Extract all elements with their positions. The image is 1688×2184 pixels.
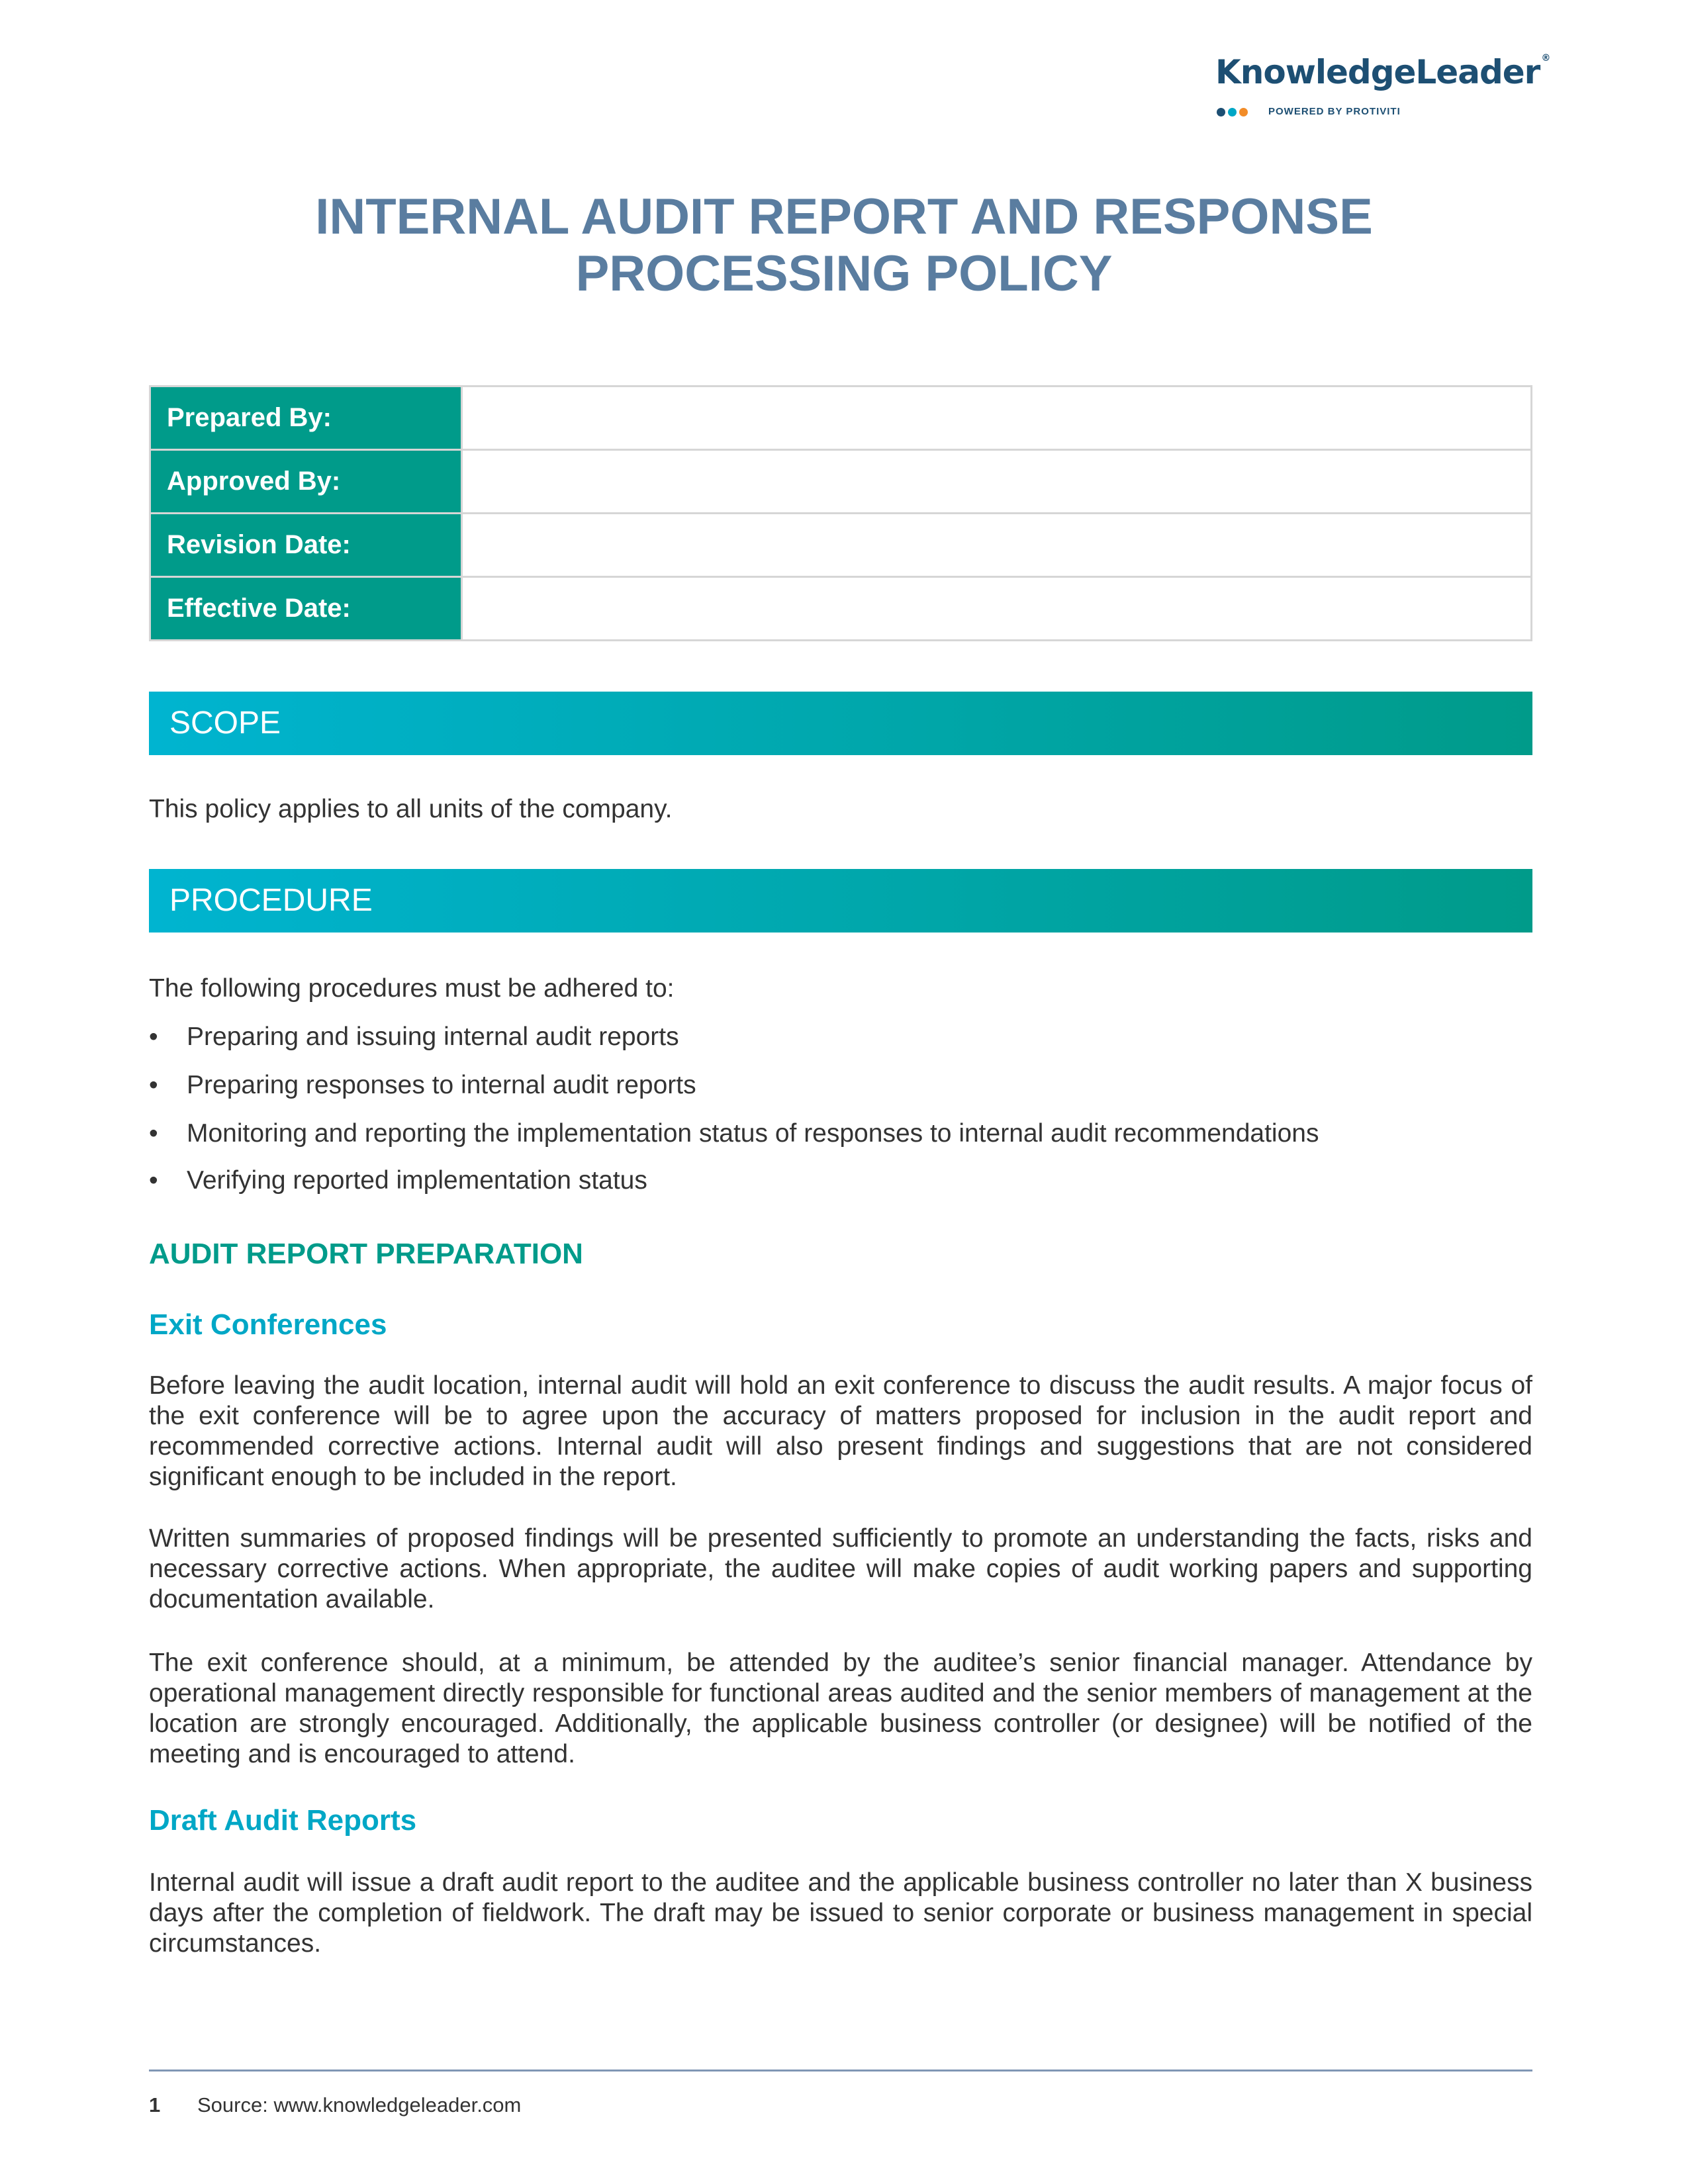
table-row [150, 514, 1532, 577]
revision-date-label: Revision Date: [150, 514, 462, 577]
scope-section-header [149, 692, 1532, 755]
scope-heading: SCOPE [169, 705, 281, 741]
exit-conferences-paragraph-1: Before leaving the audit location, internal audit will hold an exit conference to discuss the audit results. A major focus of the exit conference will be to agree upon the accuracy of matters proposed for inclusion in the audit report and recommended corrective actions. Internal audit will also present findings and suggestions that are not considered significant enough to be included in the report. [149, 1371, 1532, 1491]
bullet: • [149, 1166, 158, 1195]
revision-date-field[interactable] [462, 514, 1532, 577]
draft-audit-reports-heading: Draft Audit Reports [149, 1804, 417, 1837]
exit-conferences-paragraph-3: The exit conference should, at a minimum, be attended by the auditee’s senior financial manager. Attendance by operational management directly responsible for functional areas audited and the senior members of management at the location are strongly encouraged. Additionally, the applicable business controller (or designee) will be notified of the meeting and is encouraged to attend. [149, 1649, 1532, 1768]
footer-divider [149, 2070, 1532, 2071]
title-line-2: PROCESSING POLICY [575, 246, 1113, 302]
prepared-by-label: Prepared By: [150, 387, 462, 450]
effective-date-field[interactable] [462, 577, 1532, 641]
procedure-heading: PROCEDURE [169, 883, 373, 918]
draft-audit-reports-paragraph: Internal audit will issue a draft audit report to the auditee and the applicable business controller no later than X business days after the completion of fieldwork. The draft may be issued to senior corporate or business management in special circumstances. [149, 1868, 1532, 1958]
audit-report-preparation-heading: AUDIT REPORT PREPARATION [149, 1238, 583, 1270]
procedure-intro: The following procedures must be adhered to: [149, 974, 675, 1003]
document-info-table [149, 385, 1532, 641]
title-line-1: INTERNAL AUDIT REPORT AND RESPONSE [315, 189, 1373, 245]
bullet: • [149, 1023, 158, 1051]
effective-date-label: Effective Date: [150, 577, 462, 641]
bullet: • [149, 1119, 158, 1148]
logo-wordmark: KnowledgeLeader ® [1215, 53, 1550, 91]
logo-tagline: POWERED BY PROTIVITI [1268, 106, 1401, 117]
list-item: • Preparing responses to internal audit reports [149, 1071, 696, 1099]
scope-text: This policy applies to all units of the company. [149, 795, 673, 823]
list-item: • Verifying reported implementation status [149, 1166, 647, 1195]
list-item: • Preparing and issuing internal audit reports [149, 1023, 679, 1051]
approved-by-label: Approved By: [150, 450, 462, 514]
approved-by-field[interactable] [462, 450, 1532, 514]
knowledgeleader-logo [1215, 53, 1550, 126]
source-text: Source: www.knowledgeleader.com [197, 2093, 522, 2116]
table-row [150, 577, 1532, 641]
procedure-section-header [149, 869, 1532, 933]
registered-mark: ® [1541, 53, 1550, 64]
table-row [150, 450, 1532, 514]
logo-dots-icon [1217, 108, 1250, 117]
prepared-by-field[interactable] [462, 387, 1532, 450]
list-item: • Monitoring and reporting the implementation status of responses to internal audit recommendations [149, 1119, 1319, 1148]
bullet: • [149, 1071, 158, 1099]
exit-conferences-heading: Exit Conferences [149, 1308, 387, 1341]
table-row [150, 387, 1532, 450]
document-title [149, 189, 1539, 302]
page-number: 1 [149, 2093, 161, 2116]
exit-conferences-paragraph-2: Written summaries of proposed findings will be presented sufficiently to promote an understanding the facts, risks and necessary corrective actions. When appropriate, the auditee will make copies of audit working papers and supporting documentation available. [149, 1524, 1532, 1614]
